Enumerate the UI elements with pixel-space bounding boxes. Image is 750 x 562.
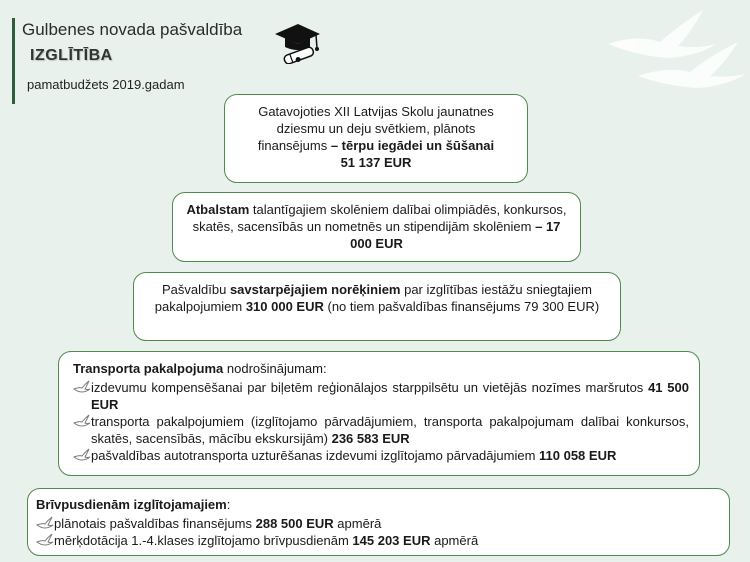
box4-item3-text: pašvaldības autotransporta uzturēšanas izdevumi izglītojamo pārvadājumiem (91, 448, 540, 463)
box4-item2-amount: 236 583 EUR (331, 431, 410, 446)
box5-heading-rest: : (226, 497, 231, 512)
bird-bullet-icon (73, 379, 91, 396)
box4-heading (73, 360, 689, 377)
graduation-cap-icon (272, 20, 322, 64)
box4-item1-text: izdevumu kompensēšanai par biļetēm reģionālajos starppilsētu un vietējās nozīmes maršrutos (91, 380, 649, 395)
box-talent-support (172, 192, 581, 262)
box3-amount: 310 000 EUR (245, 299, 324, 314)
box1-line1: Gatavojoties XII Latvijas Skolu jaunatnes (258, 104, 494, 119)
section-title: IZGLĪTĪBA (30, 47, 113, 64)
bird-bullet-icon (73, 413, 91, 430)
bird-bullet-icon (36, 532, 54, 549)
box1-line2: dziesmu un deju svētkiem, plānots (276, 121, 476, 136)
box2-bold: Atbalstam (186, 202, 250, 217)
box5-item2-tail: apmērā (430, 533, 479, 548)
list-item (36, 532, 719, 549)
list-item (73, 447, 689, 464)
box2-text: talantīgajiem skolēniem dalībai olimpiādēs, konkursos, skatēs, sacensībās un nometnēs un stipendijām skolēniem (192, 202, 567, 234)
box5-item1-amount: 288 500 EUR (255, 516, 334, 531)
box4-item3-amount: 110 058 EUR (539, 448, 617, 463)
box3-text1: Pašvaldību (162, 282, 230, 297)
box1-amount: 51 137 EUR (340, 155, 412, 170)
flying-birds-icon (598, 4, 748, 94)
box5-item1-text: plānotais pašvaldības finansējums (54, 516, 256, 531)
box1-line3-text: finansējums (257, 138, 331, 153)
box5-heading (36, 496, 719, 513)
box4-item2-text: transporta pakalpojumiem (izglītojamo pārvadājumiem, transporta pakalpojumam dalībai konkursos, skatēs, sacensībās, mācību ekskursijām) (91, 414, 689, 446)
bird-bullet-icon (73, 447, 91, 464)
page-title: Gulbenes novada pašvaldība (22, 20, 243, 39)
box-settlements (133, 272, 621, 341)
box-free-lunch (27, 488, 730, 556)
budget-note: pamatbudžets 2019.gadam (27, 77, 185, 92)
bird-bullet-icon (36, 515, 54, 532)
box3-bold: savstarpējajiem norēķiniem (229, 282, 401, 297)
box4-item1-amount: 41 500 EUR (91, 380, 689, 412)
box5-item2-amount: 145 203 EUR (352, 533, 431, 548)
box-costumes (224, 94, 528, 183)
box3-text2: par izglītības iestāžu sniegtajiem pakalpojumiem (154, 282, 592, 314)
list-item (73, 379, 689, 413)
box4-heading-bold: Transporta pakalpojuma (73, 361, 224, 376)
box5-item2-text: mērķdotācija 1.-4.klases izglītojamo brīvpusdienām (54, 533, 353, 548)
title-accent-bar (12, 18, 15, 104)
box3-text3: (no tiem pašvaldības finansējums 79 300 EUR) (323, 299, 600, 314)
box5-heading-bold: Brīvpusdienām izglītojamajiem (36, 497, 227, 512)
list-item (36, 515, 719, 532)
list-item (73, 413, 689, 447)
box5-item1-tail: apmērā (333, 516, 382, 531)
box-transport (58, 351, 700, 476)
box1-line3 (235, 137, 517, 154)
box2-amount: – 17 000 EUR (350, 219, 561, 251)
box4-heading-rest: nodrošinājumam: (223, 361, 327, 376)
box1-line3-bold: – tērpu iegādei un šūšanai (330, 138, 495, 153)
